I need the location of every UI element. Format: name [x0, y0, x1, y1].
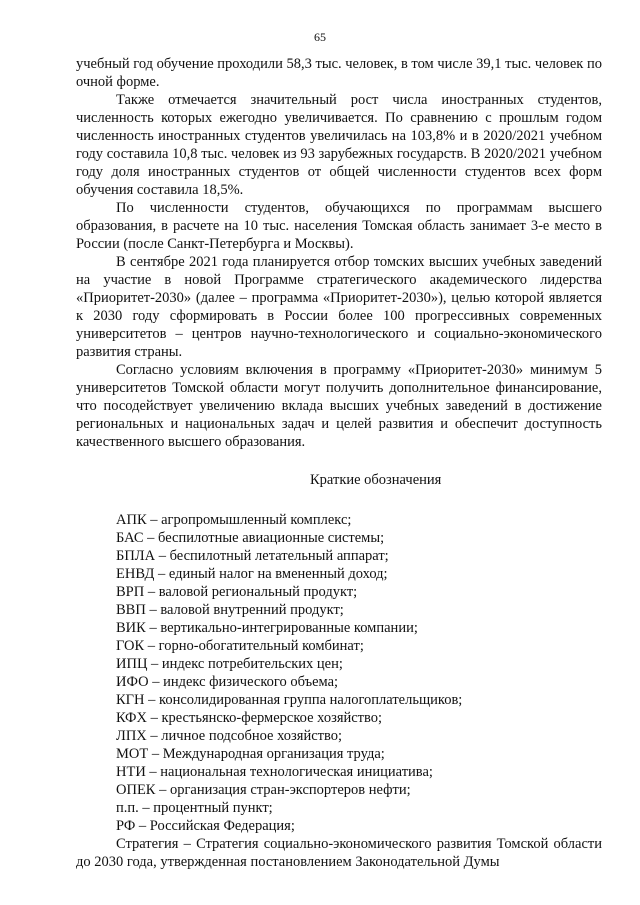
paragraph-5: Согласно условиям включения в программу «Приоритет-2030» минимум 5 университетов Томской области могут получить дополнительное финансирование, что посодействует увеличению вклада высших учебных заведений в достижение региональных и национальных задач и целей развития и обеспечит доступность качественного высшего образования. [76, 362, 602, 450]
strategy-definition: Стратегия – Стратегия социально-экономического развития Томской области до 2030 года, утвержденная постановлением Законодательной Думы [76, 836, 602, 870]
abbreviations-title: Краткие обозначения [310, 472, 442, 488]
abbreviation-item: МОТ – Международная организация труда; [116, 746, 385, 762]
abbreviation-item: НТИ – национальная технологическая инициатива; [116, 764, 433, 780]
abbreviation-item: ЕНВД – единый налог на вмененный доход; [116, 566, 388, 582]
abbreviation-item: ВВП – валовой внутренний продукт; [116, 602, 344, 618]
paragraph-4: В сентябре 2021 года планируется отбор томских высших учебных заведений на участие в новой Программе стратегического академического лидерства «Приоритет-2030» (далее – программа «Приоритет-2030»), целью которой является к 2030 году сформировать в России более 100 прогрессивных современных университетов – центров научно-технологического и социально-экономического развития страны. [76, 254, 602, 360]
abbreviation-item: ЛПХ – личное подсобное хозяйство; [116, 728, 342, 744]
abbreviation-item: п.п. – процентный пункт; [116, 800, 273, 816]
page-number: 65 [314, 30, 326, 44]
abbreviations-list [76, 511, 602, 835]
abbreviation-item: КФХ – крестьянско-фермерское хозяйство; [116, 710, 383, 726]
abbreviation-item: ИПЦ – индекс потребительских цен; [116, 656, 343, 672]
abbreviation-item: АПК – агропромышленный комплекс; [116, 512, 352, 528]
paragraph-3: По численности студентов, обучающихся по программам высшего образования, в расчете на 10 тыс. населения Томская область занимает 3-е место в России (после Санкт-Петербурга и Москвы). [76, 200, 602, 252]
paragraph-2: Также отмечается значительный рост числа иностранных студентов, численность которых ежегодно увеличивается. По сравнению с прошлым годом численность иностранных студентов увеличилась на 103,8% и в 2020/2021 учебном году составила 10,8 тыс. человек из 93 зарубежных государств. В 2020/2021 учебном году доля иностранных студентов от общей численности студентов всех форм обучения составила 18,5%. [76, 92, 602, 198]
abbreviation-item: ИФО – индекс физического объема; [116, 674, 339, 690]
abbreviation-item: ВРП – валовой региональный продукт; [116, 584, 358, 600]
abbreviation-item: ОПЕК – организация стран-экспортеров нефти; [116, 782, 411, 798]
document-body [76, 55, 602, 871]
abbreviation-item: РФ – Российская Федерация; [116, 818, 295, 834]
abbreviation-item: БПЛА – беспилотный летательный аппарат; [116, 548, 389, 564]
abbreviation-item: КГН – консолидированная группа налогоплательщиков; [116, 692, 463, 708]
paragraph-1: учебный год обучение проходили 58,3 тыс. человек, в том числе 39,1 тыс. человек по очной форме. [76, 56, 602, 90]
abbreviation-item: БАС – беспилотные авиационные системы; [116, 530, 385, 546]
abbreviation-item: ГОК – горно-обогатительный комбинат; [116, 638, 364, 654]
abbreviation-item: ВИК – вертикально-интегрированные компании; [116, 620, 418, 636]
